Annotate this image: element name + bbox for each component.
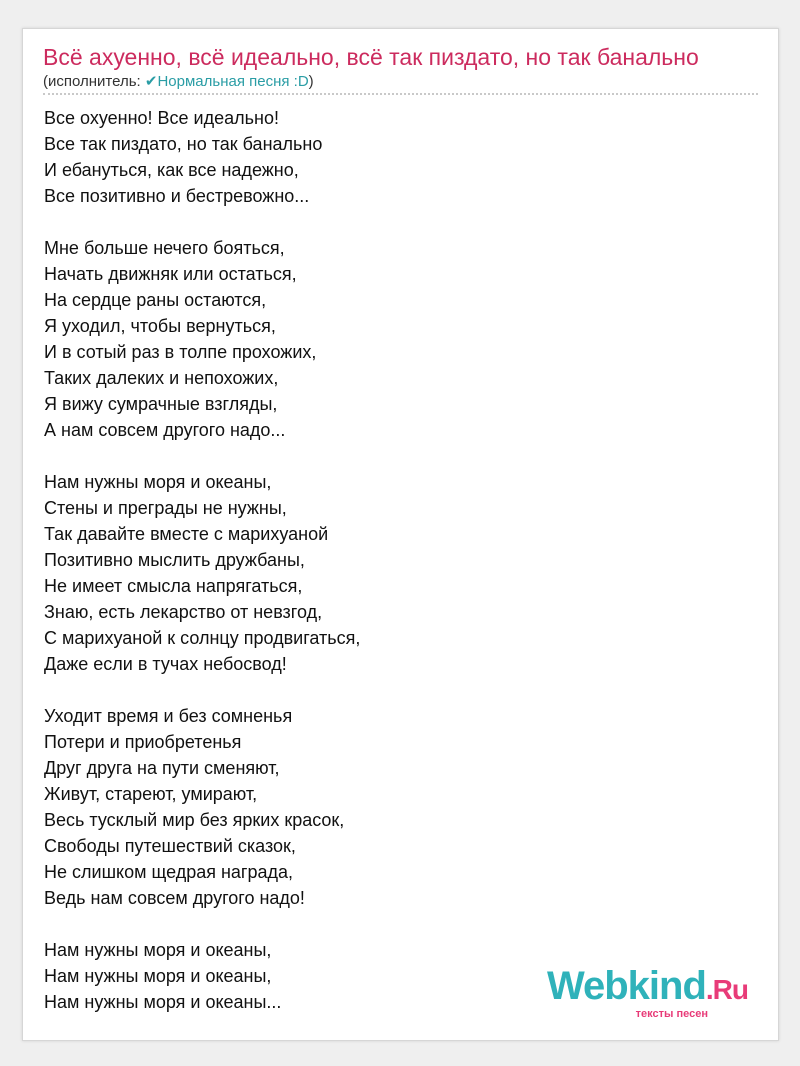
lyrics-line: А нам совсем другого надо... <box>44 420 286 440</box>
song-title: Всё ахуенно, всё идеально, всё так пиздато, но так банально <box>43 44 699 70</box>
lyrics-line: Стены и преграды не нужны, <box>44 498 287 518</box>
lyrics-line: С марихуаной к солнцу продвигаться, <box>44 628 361 648</box>
lyrics-line: Нам нужны моря и океаны, <box>44 966 272 986</box>
divider <box>43 93 758 95</box>
artist-name: Нормальная песня :D <box>157 73 309 90</box>
logo-suffix-text: .Ru <box>705 974 748 1005</box>
lyrics-line: Все позитивно и бестревожно... <box>44 186 310 206</box>
artist-suffix: ) <box>308 73 314 90</box>
lyrics-stanza <box>44 937 360 1015</box>
lyrics-stanza <box>44 235 360 443</box>
lyrics-line: Все охуенно! Все идеально! <box>44 108 279 128</box>
lyrics-line: Даже если в тучах небосвод! <box>44 654 287 674</box>
lyrics-line: Нам нужны моря и океаны, <box>44 940 272 960</box>
lyrics-stanza <box>44 703 360 911</box>
logo-main-text: Webkind <box>546 964 706 1008</box>
lyrics-stanza <box>44 469 360 677</box>
lyrics-line: Нам нужны моря и океаны... <box>44 992 282 1012</box>
lyrics-line: Так давайте вместе с марихуаной <box>44 524 329 544</box>
lyrics-line: Я уходил, чтобы вернуться, <box>44 316 276 336</box>
lyrics-line: И в сотый раз в толпе прохожих, <box>44 342 317 362</box>
lyrics-line: Уходит время и без сомненья <box>44 706 293 726</box>
artist-prefix: (исполнитель: <box>43 73 145 90</box>
lyrics-line: Начать движняк или остаться, <box>44 264 297 284</box>
artist-link[interactable] <box>145 73 309 90</box>
lyrics-line: На сердце раны остаются, <box>44 290 267 310</box>
lyrics-line: Нам нужны моря и океаны, <box>44 472 272 492</box>
check-icon: ✔ <box>144 73 158 90</box>
lyrics-line: Таких далеких и непохожих, <box>44 368 279 388</box>
lyrics-line: Потери и приобретенья <box>44 732 242 752</box>
lyrics-line: Все так пиздато, но так банально <box>44 134 323 154</box>
lyrics-line: Знаю, есть лекарство от невзгод, <box>44 602 323 622</box>
lyrics-line: И ебануться, как все надежно, <box>44 160 299 180</box>
lyrics-line: Весь тусклый мир без ярких красок, <box>44 810 345 830</box>
lyrics-line: Позитивно мыслить дружбаны, <box>44 550 305 570</box>
lyrics-line: Не слишком щедрая награда, <box>44 862 294 882</box>
lyrics-line: Мне больше нечего бояться, <box>44 238 285 258</box>
webkind-logo[interactable] <box>547 966 748 1020</box>
lyrics-line: Я вижу сумрачные взгляды, <box>44 394 278 414</box>
lyrics-line: Свободы путешествий сказок, <box>44 836 296 856</box>
lyrics-line: Живут, стареют, умирают, <box>44 784 258 804</box>
lyrics-line: Ведь нам совсем другого надо! <box>44 888 305 908</box>
lyrics-text <box>44 105 360 1041</box>
lyrics-stanza <box>44 105 360 209</box>
logo-tagline: тексты песен <box>635 1008 708 1020</box>
artist-line <box>43 73 314 91</box>
lyrics-card <box>22 28 779 1041</box>
lyrics-line: Не имеет смысла напрягаться, <box>44 576 303 596</box>
lyrics-line: Друг друга на пути сменяют, <box>44 758 280 778</box>
